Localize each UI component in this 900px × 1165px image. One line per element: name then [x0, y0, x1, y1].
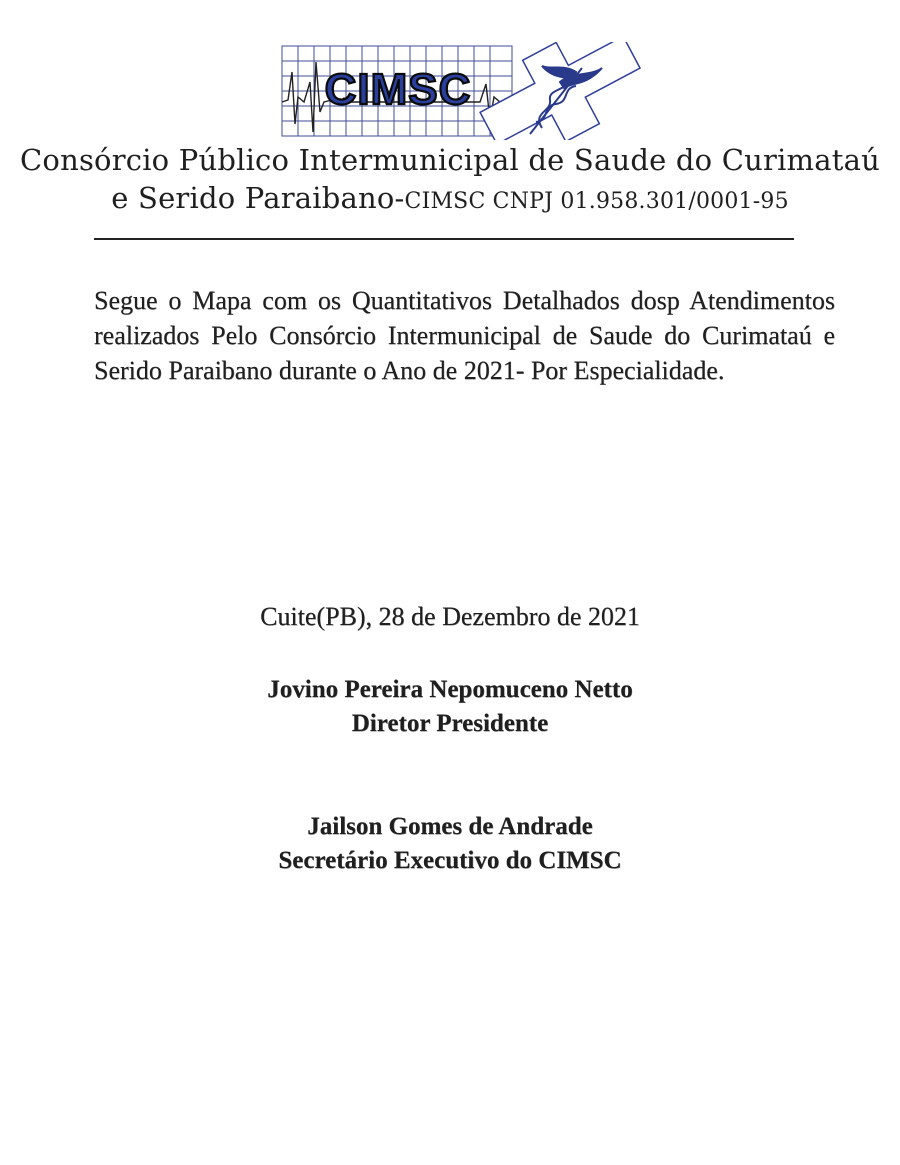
logo-text: CIMSC: [324, 65, 472, 114]
org-name-text-2: e Serido Paraibano-: [111, 181, 405, 215]
org-name-line-1: [0, 142, 900, 178]
org-name-line-2: [0, 180, 900, 220]
signatory-2-role: Secretário Executivo do CIMSC: [278, 847, 622, 874]
date-line: Cuite(PB), 28 de Dezembro de 2021: [260, 602, 640, 631]
cimsc-logo: [280, 42, 654, 140]
org-name-text: Consórcio Público Intermunicipal de Saude do Curimataú: [20, 143, 880, 177]
header-divider: [94, 238, 794, 240]
signatory-1-role: Diretor Presidente: [351, 710, 549, 737]
body-paragraph: Segue o Mapa com os Quantitativos Detalhados dosp Atendimentos realizados Pelo Consórcio Intermunicipal de Saude do Curimataú e Serido Paraibano durante o Ano de 2021- Por Especialidade.: [94, 286, 835, 385]
signatory-2-name: Jailson Gomes de Andrade: [307, 813, 593, 840]
signatory-1-name: Jovino Pereira Nepomuceno Netto: [267, 676, 633, 703]
org-cnpj: CIMSC CNPJ 01.958.301/0001-95: [404, 189, 789, 214]
